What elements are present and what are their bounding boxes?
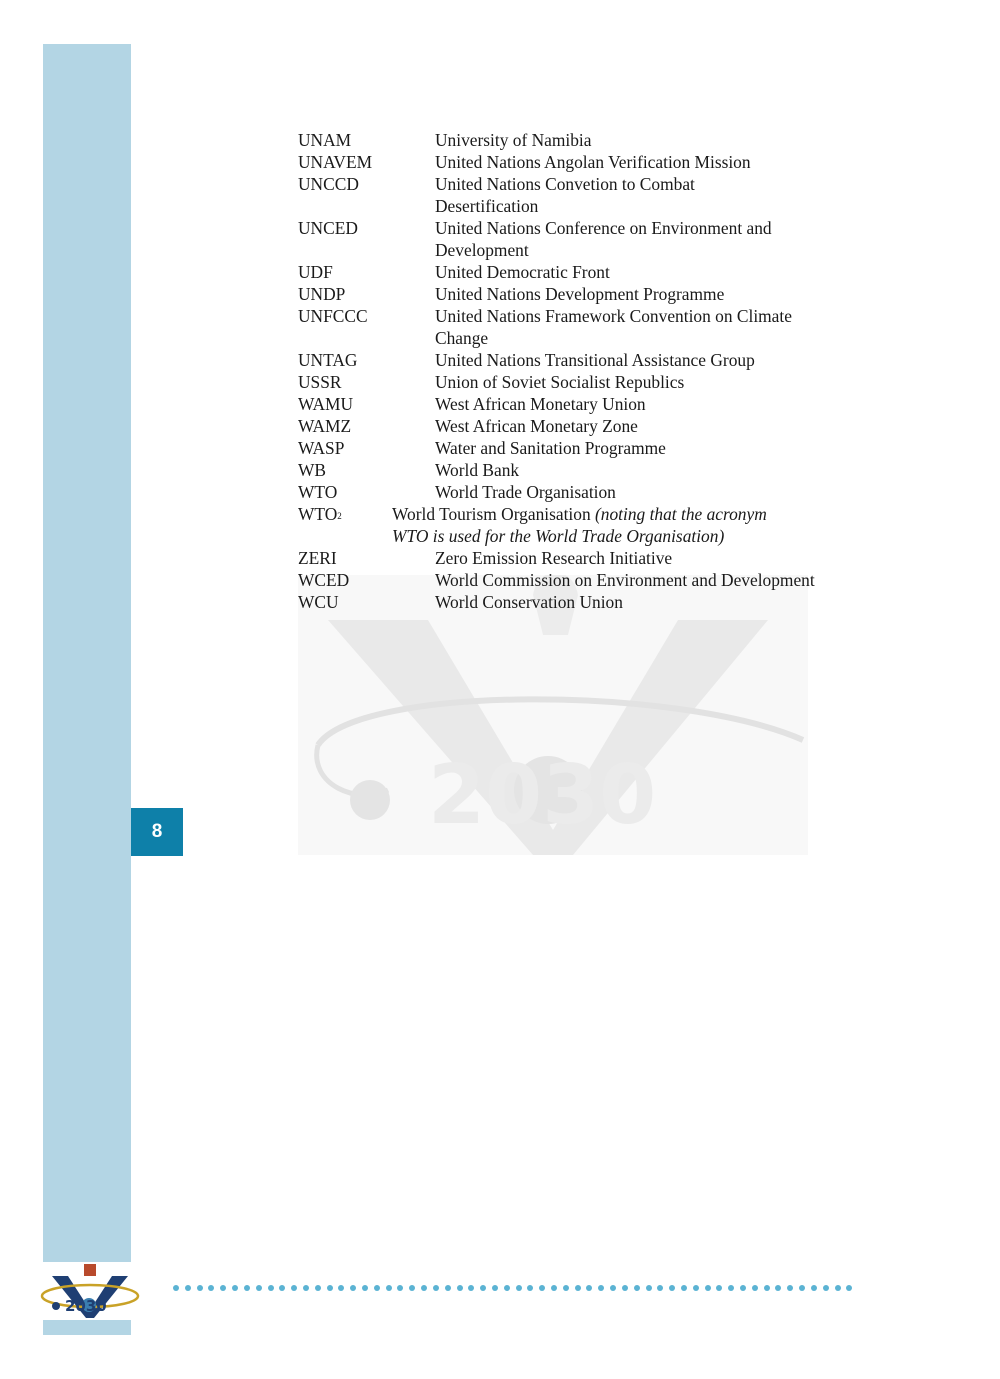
acronym: WB: [298, 460, 327, 480]
acronym-row: [298, 261, 858, 283]
dot: [575, 1285, 581, 1291]
acronym: WAMU: [298, 394, 354, 414]
dot: [256, 1285, 262, 1291]
acronym-definition: World Trade Organisation: [435, 482, 616, 502]
acronym: WCED: [298, 570, 350, 590]
dot: [244, 1285, 250, 1291]
acronym-row: [298, 569, 858, 591]
dot: [728, 1285, 734, 1291]
acronym-row: [298, 151, 858, 173]
dot: [268, 1285, 274, 1291]
acronym: [298, 503, 342, 525]
dot: [681, 1285, 687, 1291]
acronym-row: [298, 459, 858, 481]
dot: [586, 1285, 592, 1291]
acronym: UNAVEM: [298, 152, 373, 172]
definition-text: World Tourism Organisation: [392, 504, 595, 524]
acronym-definition: World Bank: [435, 460, 520, 480]
acronym-row: [298, 437, 858, 459]
acronym: UNCCD: [298, 174, 359, 194]
acronym-definition: World Commission on Environment and Development: [435, 570, 815, 590]
dot: [775, 1285, 781, 1291]
acronym-text: WTO: [298, 504, 338, 524]
acronym-row: [298, 283, 858, 305]
acronym: UDF: [298, 262, 333, 282]
watermark-graphic: [298, 575, 808, 855]
dot: [539, 1285, 545, 1291]
acronym: UNDP: [298, 284, 346, 304]
acronym-definition: West African Monetary Union: [435, 394, 646, 414]
acronym: UNAM: [298, 130, 352, 150]
dot: [232, 1285, 238, 1291]
acronym-row: [298, 503, 858, 547]
dot: [622, 1285, 628, 1291]
acronym-row: [298, 371, 858, 393]
acronym-definition: Water and Sanitation Programme: [435, 438, 666, 458]
acronym-definition: Union of Soviet Socialist Republics: [435, 372, 685, 392]
acronym-definition: United Nations Angolan Verification Mission: [435, 152, 751, 172]
dot: [823, 1285, 829, 1291]
dot: [835, 1285, 841, 1291]
definition-note: (noting that the acronym WTO is used for the World Trade Organisation): [392, 504, 767, 546]
dot: [492, 1285, 498, 1291]
dot: [303, 1285, 309, 1291]
acronym: WAMZ: [298, 416, 352, 436]
dot: [634, 1285, 640, 1291]
dot: [669, 1285, 675, 1291]
dot: [208, 1285, 214, 1291]
acronym-definition: United Nations Development Programme: [435, 284, 725, 304]
dot: [433, 1285, 439, 1291]
dot: [764, 1285, 770, 1291]
acronym: UNFCCC: [298, 306, 368, 326]
acronym-row: [298, 217, 858, 261]
acronym-row: [298, 129, 858, 151]
dot: [504, 1285, 510, 1291]
dot: [752, 1285, 758, 1291]
footer-dotted-rule: [173, 1285, 853, 1293]
acronym: UNTAG: [298, 350, 358, 370]
dot: [551, 1285, 557, 1291]
acronym-definition: Zero Emission Research Initiative: [435, 548, 673, 568]
dot: [846, 1285, 852, 1291]
dot: [338, 1285, 344, 1291]
dot: [598, 1285, 604, 1291]
dot: [610, 1285, 616, 1291]
acronym-definition: West African Monetary Zone: [435, 416, 638, 436]
acronym-definition: United Democratic Front: [435, 262, 610, 282]
dot: [220, 1285, 226, 1291]
acronym-definition: United Nations Conference on Environment and Development: [435, 218, 772, 260]
dot: [315, 1285, 321, 1291]
page-number: 8: [131, 808, 183, 856]
acronym: ZERI: [298, 548, 337, 568]
dot: [185, 1285, 191, 1291]
side-bar: [43, 44, 131, 1335]
acronym: USSR: [298, 372, 342, 392]
footnote-marker: 2: [337, 511, 342, 521]
dot: [705, 1285, 711, 1291]
dot: [374, 1285, 380, 1291]
acronym: WCU: [298, 592, 339, 612]
dot: [516, 1285, 522, 1291]
dot: [657, 1285, 663, 1291]
dot: [468, 1285, 474, 1291]
dot: [740, 1285, 746, 1291]
acronym-row: [298, 349, 858, 371]
dot: [173, 1285, 179, 1291]
acronym: UNCED: [298, 218, 358, 238]
dot: [291, 1285, 297, 1291]
acronym-row: [298, 591, 858, 613]
acronym-definition: [392, 503, 802, 547]
acronym-row: [298, 547, 858, 569]
dot: [457, 1285, 463, 1291]
acronym-definition: United Nations Transitional Assistance Group: [435, 350, 755, 370]
dot: [197, 1285, 203, 1291]
acronym: WTO: [298, 482, 338, 502]
vision-2030-watermark: [298, 575, 808, 855]
dot: [409, 1285, 415, 1291]
acronym-row: [298, 305, 858, 349]
dot: [716, 1285, 722, 1291]
acronym-definition: United Nations Convetion to Combat Desertification: [435, 174, 695, 216]
dot: [527, 1285, 533, 1291]
dot: [811, 1285, 817, 1291]
dot: [386, 1285, 392, 1291]
logo-graphic: [40, 1262, 140, 1320]
dot: [787, 1285, 793, 1291]
watermark-text: 2030: [428, 748, 657, 843]
dot: [799, 1285, 805, 1291]
dot: [397, 1285, 403, 1291]
acronym-definition: University of Namibia: [435, 130, 592, 150]
dot: [563, 1285, 569, 1291]
dot: [480, 1285, 486, 1291]
acronym-row: [298, 393, 858, 415]
acronym-row: [298, 173, 858, 217]
acronym-list: [298, 129, 858, 613]
acronym: WASP: [298, 438, 345, 458]
logo-text: 2030: [65, 1297, 107, 1315]
dot: [350, 1285, 356, 1291]
dot: [279, 1285, 285, 1291]
acronym-definition: World Conservation Union: [435, 592, 623, 612]
acronym-definition: United Nations Framework Convention on Climate Change: [435, 306, 792, 348]
dot: [693, 1285, 699, 1291]
dot: [362, 1285, 368, 1291]
dot: [327, 1285, 333, 1291]
dot: [445, 1285, 451, 1291]
vision-2030-logo: [40, 1262, 140, 1320]
dot: [421, 1285, 427, 1291]
dot: [646, 1285, 652, 1291]
acronym-row: [298, 415, 858, 437]
acronym-row: [298, 481, 858, 503]
